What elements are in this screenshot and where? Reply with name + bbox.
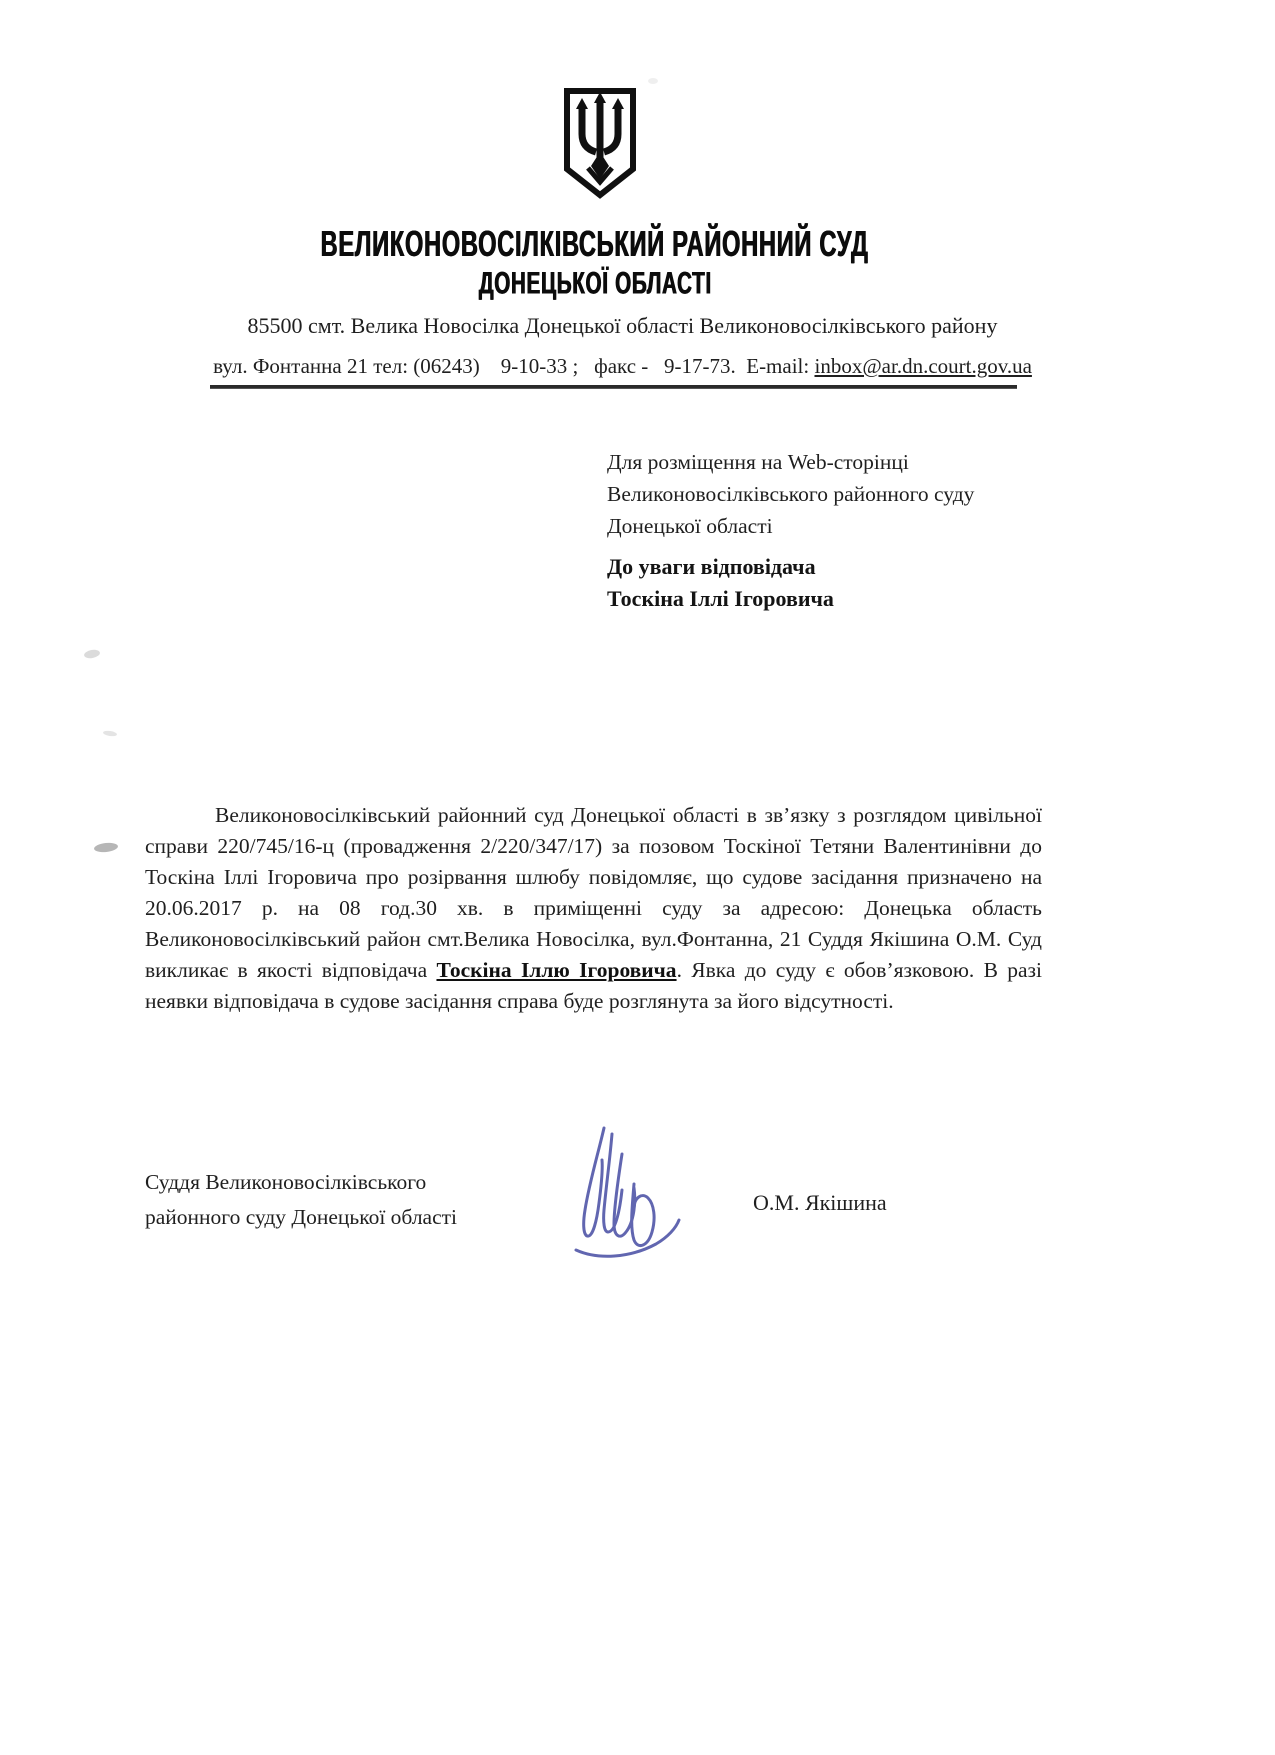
judge-title-block [145, 1165, 457, 1235]
web-notice-line-2: Великоновосілківського районного суду [607, 482, 975, 506]
attention-block [607, 551, 834, 615]
respondent-name-emphasis: Тоскіна Іллю Ігоровича [436, 958, 677, 982]
court-name-line1-text: ВЕЛИКОНОВОСІЛКІВСЬКИЙ РАЙОННИЙ СУД [320, 222, 870, 265]
contact-prefix: вул. Фонтанна 21 тел: (06243) 9-10-33 ; факс - 9-17-73. E-mail: [213, 354, 815, 378]
body-text-after-name: . Явка до суду є обов’язковою. В разі неявки відповідача в судове засідання справа буде розглянута за його відсутності. [145, 958, 1043, 1013]
web-notice-line-1: Для розміщення на Web-сторінці [607, 450, 909, 474]
body-text-before-name: Великоновосілківський районний суд Донецької області в зв’язку з розглядом цивільної справи 220/745/16-ц (провадження 2/220/347/17) за позовом Тоскіної Тетяни Валентинівни до Тоскіна Іллі Ігоровича про розірвання шлюбу повідомляє, що судове засідання призначено на 20.06.2017 р. на 08 год.30 хв. в приміщенні суду за адресою: Донецька область Великоновосілківський район смт.Велика Новосілка, вул.Фонтанна, 21 Суддя Якішина О.М. Суд викликає в якості відповідача [145, 803, 1042, 982]
judge-title-line-1: Суддя Великоновосілківського [145, 1170, 427, 1194]
judge-title-line-2: районного суду Донецької області [145, 1205, 458, 1229]
court-name-line2-text: ДОНЕЦЬКОЇ ОБЛАСТІ [478, 265, 712, 301]
web-publication-notice [607, 446, 974, 542]
scan-artifact [83, 649, 100, 660]
scan-artifact [94, 842, 119, 853]
web-notice-line-3: Донецької області [607, 514, 773, 538]
handwritten-signature-ink [558, 1122, 698, 1277]
scan-artifact [648, 78, 658, 84]
judge-name: О.М. Якішина [753, 1190, 887, 1215]
header-divider-rule [210, 385, 1017, 389]
attention-line-2: Тоскіна Іллі Ігоровича [607, 586, 834, 611]
court-name-line2 [160, 265, 1030, 301]
court-address-line: 85500 смт. Велика Новосілка Донецької області Великоновосілківського району [247, 313, 998, 338]
ukraine-trident-emblem-icon [560, 86, 640, 212]
summons-body-paragraph [145, 800, 1042, 1017]
attention-line-1: До уваги відповідача [607, 554, 816, 579]
scan-artifact [103, 730, 118, 737]
court-email: inbox@ar.dn.court.gov.ua [814, 354, 1032, 378]
court-name-line1 [160, 222, 1030, 265]
court-contact-line [150, 354, 1095, 379]
